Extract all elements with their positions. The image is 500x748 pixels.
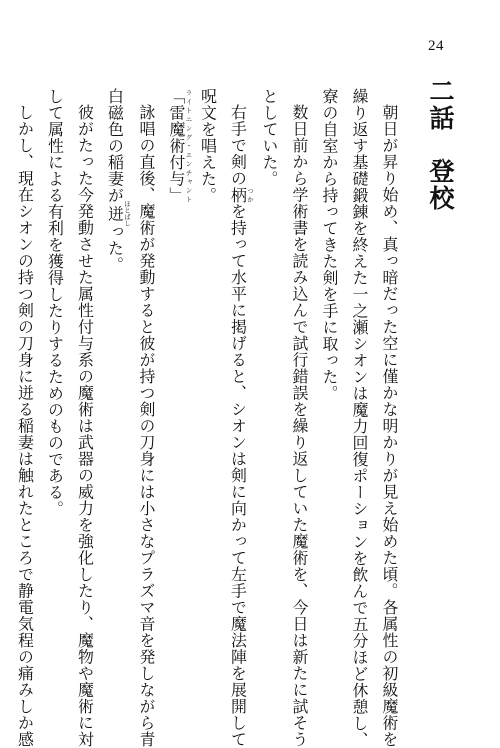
ruby-tsuka: 柄つか xyxy=(228,186,254,203)
chapter-title: 登校 xyxy=(426,158,455,212)
text-line: 白磁色の稲妻が迸ほとばしった。 xyxy=(105,88,131,273)
text-line: 繰り返す基礎鍛錬を終えた一之瀬シオンは魔力回復ポーションを飲んで五分ほど休憩し、 xyxy=(350,88,369,748)
text-line: 彼がたった今発動させた属性付与系の魔術は武器の威力を強化したり、魔物や魔術に対 xyxy=(75,104,95,748)
ruby-lightning-enchant: 「雷魔術付与」ライトニング・エンチャント xyxy=(167,88,193,204)
chapter-heading xyxy=(424,78,456,212)
text-line: 数日前から学術書を読み込んで試行錯誤を繰り返していた魔術を、今日は新たに試そう xyxy=(290,104,309,748)
page-number: 24 xyxy=(428,38,444,54)
chapter-label: 二話 xyxy=(426,78,455,132)
text-line: 詠唱の直後、魔術が発動すると彼が持つ剣の刀身には小さなプラズマ音を発しながら青 xyxy=(137,104,156,748)
text-line: しかし、現在シオンの持つ剣の刀身に迸る稲妻は触れたところで静電気程の痛みしか感 xyxy=(15,104,35,748)
ruby-hotobashiri: 迸ほとばし xyxy=(105,200,131,227)
text-line: としていた。 xyxy=(260,88,279,187)
text-line: 右手で剣の柄つかを持って水平に掲げると、シオンは剣に向かって左手で魔法陣を展開して xyxy=(228,104,254,748)
text-line: 朝日が昇り始め、真っ暗だった空に僅かな明かりが見え始めた頃。各属性の初級魔術を xyxy=(380,104,399,748)
text-line: して属性による有利を獲得したりするためのものである。 xyxy=(45,88,65,517)
text-line: 寮の自室から持ってきた剣を手に取った。 xyxy=(320,88,339,402)
text-line xyxy=(161,88,193,688)
body-text xyxy=(10,88,405,748)
text-line: 呪文を唱えた。 xyxy=(198,88,218,204)
